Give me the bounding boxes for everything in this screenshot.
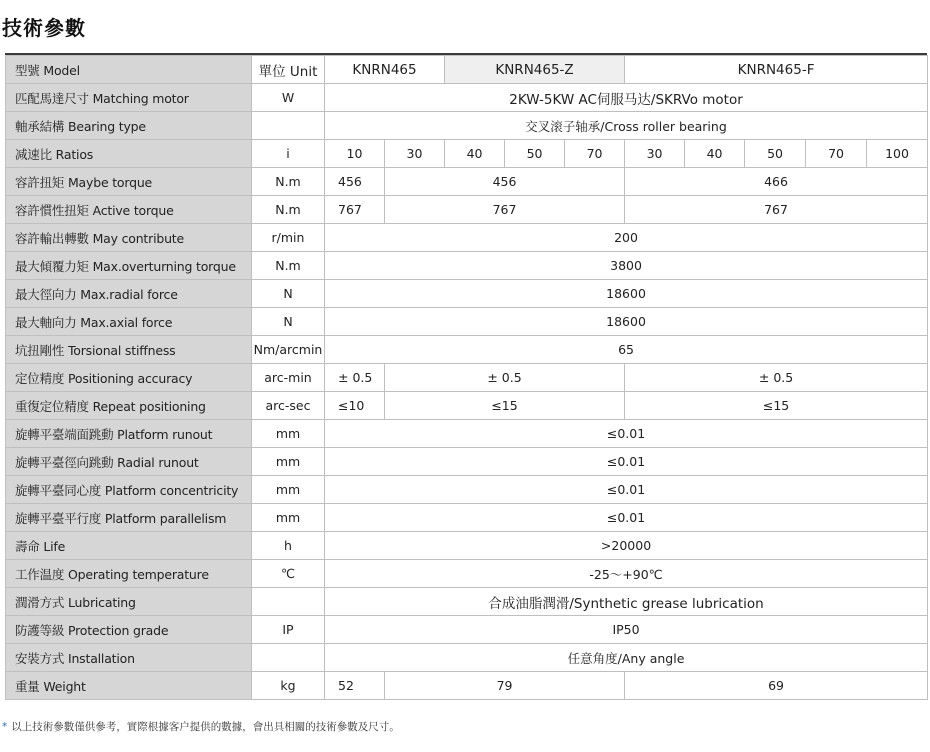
- row-label: 最大傾覆力矩 Max.overturning torque: [6, 252, 252, 280]
- row-maybe-torque: [6, 168, 928, 196]
- row-unit: N.m: [252, 168, 325, 196]
- row-unit: N: [252, 280, 325, 308]
- ratio-cell: 10: [325, 140, 385, 168]
- row-value: ≤0.01: [325, 448, 928, 476]
- row-value: 任意角度/Any angle: [325, 644, 928, 672]
- row-label: 防護等級 Protection grade: [6, 616, 252, 644]
- value-knrn465-f: ± 0.5: [625, 364, 928, 392]
- row-matching-motor: [6, 84, 928, 112]
- row-label: 匹配馬達尺寸 Matching motor: [6, 84, 252, 112]
- ratio-cell: 70: [806, 140, 867, 168]
- row-active-torque: [6, 196, 928, 224]
- row-unit: ℃: [252, 560, 325, 588]
- row-axial-force: [6, 308, 928, 336]
- row-overturning-torque: [6, 252, 928, 280]
- value-knrn465: ≤10: [325, 392, 385, 420]
- ratio-cell: 30: [625, 140, 685, 168]
- ratio-cell: 40: [685, 140, 745, 168]
- row-value: ≤0.01: [325, 476, 928, 504]
- row-value: ≤0.01: [325, 504, 928, 532]
- ratio-cell: 30: [385, 140, 445, 168]
- row-label: 容許慣性扭矩 Active torque: [6, 196, 252, 224]
- row-label: 旋轉平臺端面跳動 Platform runout: [6, 420, 252, 448]
- row-unit: mm: [252, 448, 325, 476]
- row-value: ≤0.01: [325, 420, 928, 448]
- row-unit: r/min: [252, 224, 325, 252]
- row-label: 旋轉平臺同心度 Platform concentricity: [6, 476, 252, 504]
- row-label: 坑扭剛性 Torsional stiffness: [6, 336, 252, 364]
- row-unit: N: [252, 308, 325, 336]
- row-value: >20000: [325, 532, 928, 560]
- row-value: 交叉滚子轴承/Cross roller bearing: [325, 112, 928, 140]
- value-knrn465: 456: [325, 168, 385, 196]
- row-unit: W: [252, 84, 325, 112]
- row-platform-runout: [6, 420, 928, 448]
- value-knrn465-z: 79: [385, 672, 625, 700]
- value-knrn465-f: 767: [625, 196, 928, 224]
- row-installation: [6, 644, 928, 672]
- row-radial-force: [6, 280, 928, 308]
- row-unit: Nm/arcmin: [252, 336, 325, 364]
- ratio-cell: 40: [445, 140, 505, 168]
- row-may-contribute: [6, 224, 928, 252]
- row-platform-concentricity: [6, 476, 928, 504]
- row-positioning-accuracy: [6, 364, 928, 392]
- value-knrn465-f: 466: [625, 168, 928, 196]
- row-unit: mm: [252, 504, 325, 532]
- row-unit: IP: [252, 616, 325, 644]
- row-label: 安裝方式 Installation: [6, 644, 252, 672]
- row-label: 容許扭矩 Maybe torque: [6, 168, 252, 196]
- row-unit: [252, 644, 325, 672]
- value-knrn465: ± 0.5: [325, 364, 385, 392]
- row-life: [6, 532, 928, 560]
- row-unit: arc-sec: [252, 392, 325, 420]
- value-knrn465-z: ± 0.5: [385, 364, 625, 392]
- row-label: 軸承結構 Bearing type: [6, 112, 252, 140]
- row-value: 2KW-5KW AC伺服马达/SKRVo motor: [325, 84, 928, 112]
- row-label: 容許輸出轉數 May contribute: [6, 224, 252, 252]
- value-knrn465: 52: [325, 672, 385, 700]
- ratio-cell: 70: [565, 140, 625, 168]
- value-knrn465-z: ≤15: [385, 392, 625, 420]
- row-platform-parallelism: [6, 504, 928, 532]
- model-knrn465-f: KNRN465-F: [625, 56, 928, 84]
- row-lubricating: [6, 588, 928, 616]
- row-operating-temperature: [6, 560, 928, 588]
- row-unit: arc-min: [252, 364, 325, 392]
- page-title: 技術參數: [2, 16, 86, 40]
- value-knrn465-z: 456: [385, 168, 625, 196]
- row-value: 3800: [325, 252, 928, 280]
- row-unit: h: [252, 532, 325, 560]
- row-value: 18600: [325, 280, 928, 308]
- row-unit: N.m: [252, 252, 325, 280]
- row-label: 工作温度 Operating temperature: [6, 560, 252, 588]
- row-label: 重量 Weight: [6, 672, 252, 700]
- row-label: 减速比 Ratios: [6, 140, 252, 168]
- row-radial-runout: [6, 448, 928, 476]
- ratio-cell: 50: [745, 140, 806, 168]
- header-row: [6, 56, 928, 84]
- row-label: 潤滑方式 Lubricating: [6, 588, 252, 616]
- row-value: 65: [325, 336, 928, 364]
- value-knrn465-f: 69: [625, 672, 928, 700]
- row-unit: kg: [252, 672, 325, 700]
- row-value: -25～+90℃: [325, 560, 928, 588]
- row-label: 旋轉平臺徑向跳動 Radial runout: [6, 448, 252, 476]
- row-bearing-type: [6, 112, 928, 140]
- row-unit: i: [252, 140, 325, 168]
- footnote-text: 以上技術參數僅供參考，實際根據客户提供的數據，會出具相關的技術參數及尺寸。: [11, 721, 400, 733]
- row-label: 定位精度 Positioning accuracy: [6, 364, 252, 392]
- footnote-marker: *: [2, 721, 8, 733]
- row-label: 重復定位精度 Repeat positioning: [6, 392, 252, 420]
- value-knrn465: 767: [325, 196, 385, 224]
- value-knrn465-f: ≤15: [625, 392, 928, 420]
- row-protection-grade: [6, 616, 928, 644]
- row-unit: mm: [252, 476, 325, 504]
- value-knrn465-z: 767: [385, 196, 625, 224]
- row-ratios: [6, 140, 928, 168]
- row-unit: [252, 588, 325, 616]
- model-knrn465: KNRN465: [325, 56, 445, 84]
- row-weight: [6, 672, 928, 700]
- row-value: 合成油脂潤滑/Synthetic grease lubrication: [325, 588, 928, 616]
- header-label: 型號 Model: [6, 56, 252, 84]
- row-value: 18600: [325, 308, 928, 336]
- ratio-cell: 100: [867, 140, 928, 168]
- ratio-cell: 50: [505, 140, 565, 168]
- row-label: 壽命 Life: [6, 532, 252, 560]
- row-value: IP50: [325, 616, 928, 644]
- model-knrn465-z: KNRN465-Z: [445, 56, 625, 84]
- row-label: 最大徑向力 Max.radial force: [6, 280, 252, 308]
- row-unit: N.m: [252, 196, 325, 224]
- header-unit: 單位 Unit: [252, 56, 325, 84]
- row-label: 旋轉平臺平行度 Platform parallelism: [6, 504, 252, 532]
- row-unit: mm: [252, 420, 325, 448]
- spec-table: [5, 55, 928, 700]
- row-repeat-positioning: [6, 392, 928, 420]
- row-value: 200: [325, 224, 928, 252]
- row-label: 最大軸向力 Max.axial force: [6, 308, 252, 336]
- footnote: [2, 719, 400, 734]
- row-torsional-stiffness: [6, 336, 928, 364]
- row-unit: [252, 112, 325, 140]
